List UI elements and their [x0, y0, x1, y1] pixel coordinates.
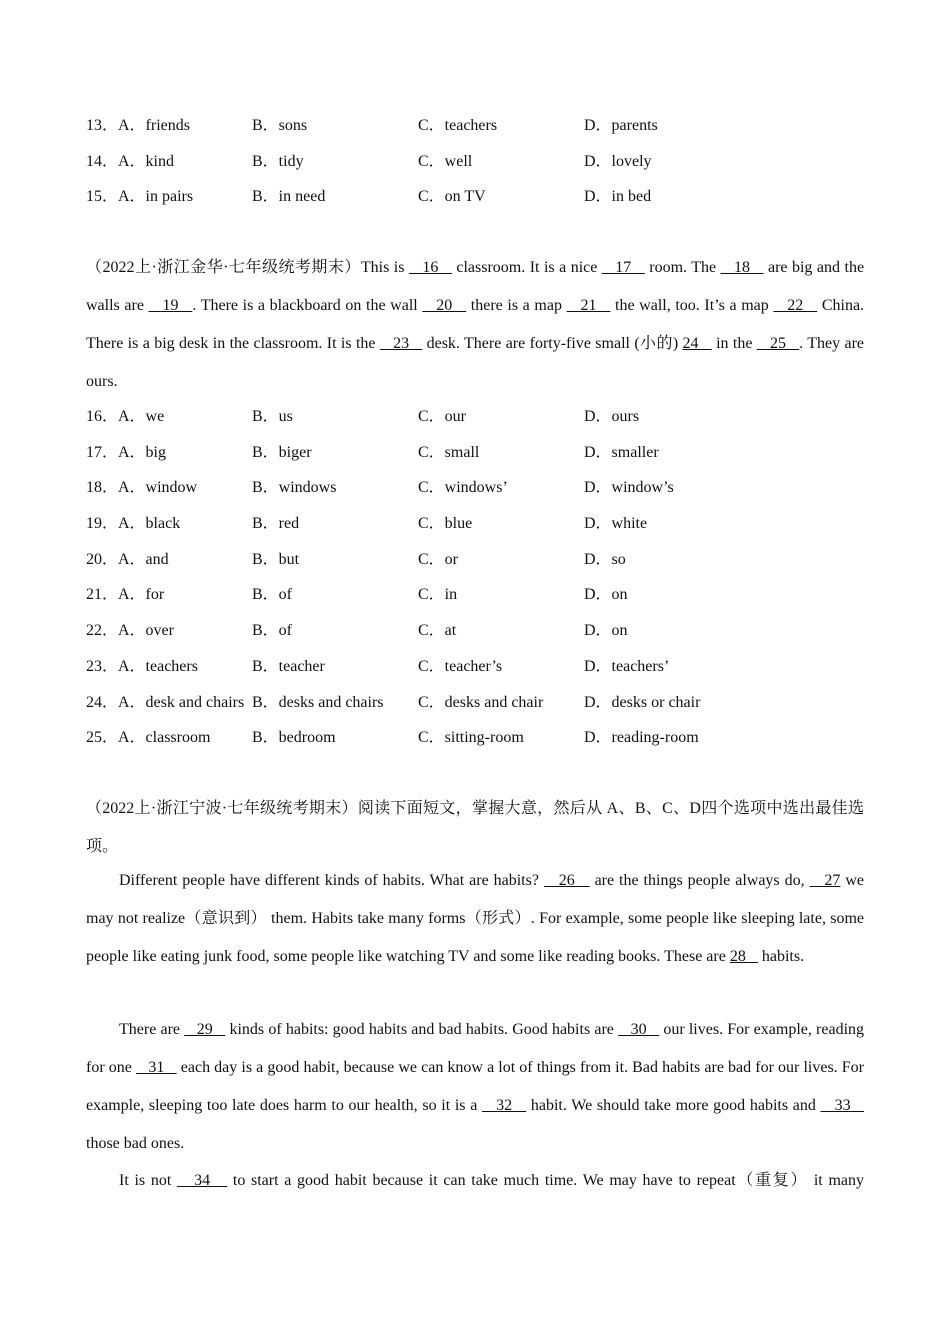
- options-group-16-25: [86, 405, 866, 762]
- question-24-option-b[interactable]: B．desks and chairs: [252, 693, 384, 711]
- question-13-option-a[interactable]: 13．A．friends: [86, 117, 190, 134]
- question-21-option-d[interactable]: D．on: [584, 586, 628, 604]
- question-24-option-c[interactable]: C．desks and chair: [418, 693, 544, 711]
- question-13-option-b[interactable]: B．sons: [252, 117, 308, 134]
- question-20-option-d[interactable]: D．so: [584, 550, 626, 568]
- blank-22[interactable]: 22: [773, 297, 818, 314]
- question-14-option-d[interactable]: D．lovely: [584, 152, 652, 170]
- question-16-option-b[interactable]: B．us: [252, 408, 293, 425]
- question-17-option-d[interactable]: D．smaller: [584, 443, 659, 461]
- blank-27[interactable]: 27: [809, 872, 841, 889]
- question-19-option-c[interactable]: C．blue: [418, 515, 473, 533]
- passage-habits-intro: （2022上·浙江宁波·七年级统考期末）阅读下面短文，掌握大意，然后从 A、B、C、D四个选项中选出最佳选项。: [86, 800, 864, 855]
- question-14-option-b[interactable]: B．tidy: [252, 152, 304, 170]
- question-23-option-a[interactable]: 23．A．teachers: [86, 657, 198, 675]
- blank-23[interactable]: 23: [379, 335, 423, 352]
- question-25-option-b[interactable]: B．bedroom: [252, 729, 336, 747]
- question-17-option-b[interactable]: B．biger: [252, 443, 312, 461]
- question-22-option-a[interactable]: 22．A．over: [86, 622, 174, 640]
- question-19-row: [86, 512, 866, 548]
- question-18-option-c[interactable]: C．windows’: [418, 479, 508, 497]
- question-19-option-b[interactable]: B．red: [252, 515, 300, 533]
- question-20-row: [86, 548, 866, 584]
- question-23-option-d[interactable]: D．teachers’: [584, 657, 670, 675]
- question-18-option-a[interactable]: 18．A．window: [86, 479, 198, 497]
- question-16-option-d[interactable]: D．ours: [584, 408, 640, 425]
- question-18-option-b[interactable]: B．windows: [252, 479, 337, 497]
- question-16-row: [86, 405, 866, 441]
- passage-habits-p3: It is not 34 to start a good habit because it can take much time. We may have to repeat（重复） it many: [119, 1172, 864, 1189]
- question-13-option-c[interactable]: C．teachers: [418, 117, 498, 134]
- question-20-option-b[interactable]: B．but: [252, 550, 300, 568]
- blank-21[interactable]: 21: [566, 297, 611, 314]
- question-22-option-b[interactable]: B．of: [252, 622, 293, 640]
- blank-26[interactable]: 26: [543, 872, 590, 889]
- question-14-option-a[interactable]: 14．A．kind: [86, 152, 175, 170]
- question-17-row: [86, 441, 866, 477]
- passage-habits-p1: Different people have different kinds of habits. What are habits? 26 are the things people always do, 27 we may not realize（意识到） them. Habits take many forms（形式）. For example, some people like sleeping late, some people like eating junk food, some people like watching TV and some like reading books. These are 28 habits.: [86, 872, 865, 965]
- question-24-option-a[interactable]: 24．A．desk and chairs: [86, 693, 245, 711]
- question-19-option-a[interactable]: 19．A．black: [86, 515, 181, 533]
- question-16-option-c[interactable]: C．our: [418, 408, 467, 425]
- blank-20[interactable]: 20: [422, 297, 467, 314]
- question-13-row: [86, 114, 866, 150]
- question-16-option-a[interactable]: 16．A．we: [86, 408, 165, 425]
- question-24-option-d[interactable]: D．desks or chair: [584, 693, 701, 711]
- question-17-option-c[interactable]: C．small: [418, 443, 480, 461]
- question-23-option-c[interactable]: C．teacher’s: [418, 657, 503, 675]
- question-18-option-d[interactable]: D．window’s: [584, 479, 674, 497]
- question-21-row: [86, 583, 866, 619]
- blank-19[interactable]: 19: [148, 297, 193, 314]
- blank-28[interactable]: 28: [729, 948, 758, 965]
- question-15-option-a[interactable]: 15．A．in pairs: [86, 188, 194, 206]
- question-25-row: [86, 726, 866, 762]
- question-23-option-b[interactable]: B．teacher: [252, 657, 325, 675]
- blank-30[interactable]: 30: [618, 1021, 660, 1038]
- question-21-option-c[interactable]: C．in: [418, 586, 458, 604]
- question-24-row: [86, 691, 866, 727]
- passage-habits-p2: There are 29 kinds of habits: good habits and bad habits. Good habits are 30 our lives. For example, reading for one 31 each day is a good habit, because we can know a lot of things from it. Bad habits are bad for our lives. For example, sleeping too late does harm to our health, so it is a 32 habit. We should take more good habits and 33 those bad ones.: [86, 1021, 865, 1152]
- blank-16[interactable]: 16: [408, 259, 452, 276]
- question-14-row: [86, 150, 866, 186]
- blank-24[interactable]: 24: [682, 335, 712, 352]
- blank-32[interactable]: 32: [482, 1097, 527, 1114]
- question-15-row: [86, 185, 866, 221]
- question-22-option-d[interactable]: D．on: [584, 622, 628, 640]
- question-17-option-a[interactable]: 17．A．big: [86, 443, 167, 461]
- question-25-option-d[interactable]: D．reading-room: [584, 729, 699, 747]
- question-19-option-d[interactable]: D．white: [584, 515, 648, 533]
- question-14-option-c[interactable]: C．well: [418, 152, 473, 170]
- question-20-option-c[interactable]: C．or: [418, 550, 459, 568]
- question-15-option-b[interactable]: B．in need: [252, 188, 326, 206]
- question-15-option-c[interactable]: C．on TV: [418, 188, 486, 206]
- blank-17[interactable]: 17: [601, 259, 645, 276]
- question-21-option-b[interactable]: B．of: [252, 586, 293, 604]
- question-13-option-d[interactable]: D．parents: [584, 117, 658, 134]
- blank-33[interactable]: 33: [820, 1097, 865, 1114]
- blank-29[interactable]: 29: [184, 1021, 226, 1038]
- question-18-row: [86, 476, 866, 512]
- blank-18[interactable]: 18: [720, 259, 764, 276]
- question-20-option-a[interactable]: 20．A．and: [86, 550, 169, 568]
- question-21-option-a[interactable]: 21．A．for: [86, 586, 165, 604]
- blank-25[interactable]: 25: [756, 335, 800, 352]
- question-22-row: [86, 619, 866, 655]
- question-15-option-d[interactable]: D．in bed: [584, 188, 652, 206]
- blank-34[interactable]: 34: [176, 1172, 228, 1189]
- question-23-row: [86, 655, 866, 691]
- options-group-13-15: [86, 114, 866, 221]
- question-22-option-c[interactable]: C．at: [418, 622, 457, 640]
- question-25-option-c[interactable]: C．sitting-room: [418, 729, 524, 747]
- question-25-option-a[interactable]: 25．A．classroom: [86, 729, 211, 747]
- passage-classroom: （2022上·浙江金华·七年级统考期末）This is 16 classroom. It is a nice 17 room. The 18 are big and the walls are 19 . There is a blackboard on the wall 20 there is a map 21 the wall, too. It’s a map 22 China. There is a big desk in the classroom. It is the 23 desk. There are forty-five small (小的) 24 in the 25 . They are ours.: [86, 259, 865, 390]
- blank-31[interactable]: 31: [135, 1059, 177, 1076]
